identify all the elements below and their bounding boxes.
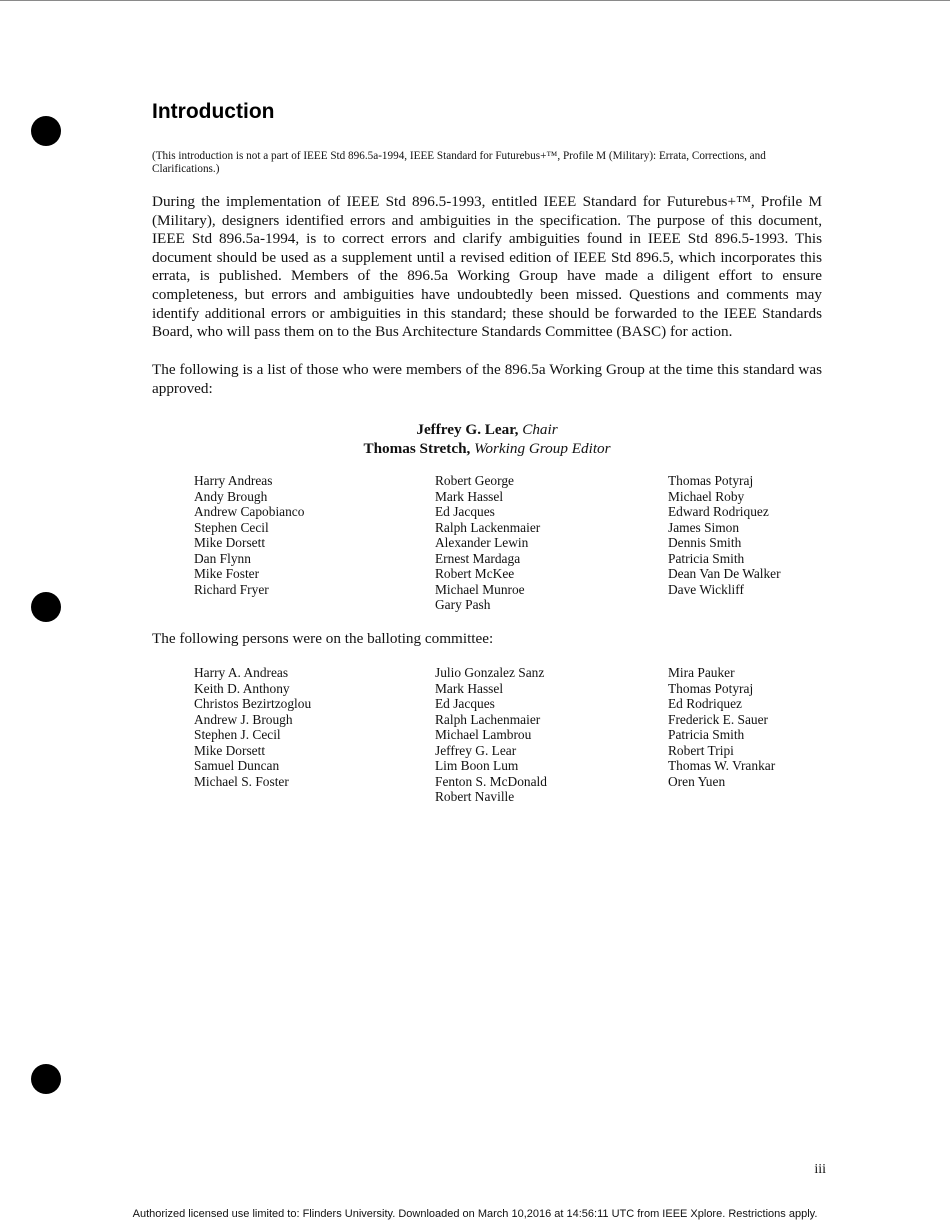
working-group-column-2	[435, 473, 665, 613]
editor-line	[152, 439, 822, 458]
member-name: Andrew Capobianco	[194, 504, 305, 519]
member-name: Robert Tripi	[668, 742, 734, 758]
member-name: Thomas W. Vrankar	[668, 758, 776, 773]
member-name: Ed Jacques	[435, 696, 495, 711]
member-name: Dave Wickliff	[668, 581, 744, 597]
member-name: Dan Flynn	[194, 550, 251, 566]
member-name: Ralph Lackenmaier	[435, 519, 541, 535]
member-name: Mike Dorsett	[194, 535, 266, 550]
member-name: Christos Bezirtzoglou	[194, 696, 312, 711]
member-name: James Simon	[668, 519, 740, 535]
member-name: Ralph Lachenmaier	[435, 711, 541, 727]
license-footer: Authorized licensed use limited to: Flinders University. Downloaded on March 10,2016 at 14:56:11 UTC from IEEE Xplore. Restrictions apply.	[132, 1208, 818, 1220]
member-name: Ed Jacques	[435, 504, 495, 519]
working-group-column-3	[668, 473, 898, 597]
officers	[152, 420, 822, 458]
member-name: Frederick E. Sauer	[668, 711, 769, 727]
member-name: Robert George	[435, 473, 514, 488]
member-name: Alexander Lewin	[435, 535, 529, 550]
member-name: Patricia Smith	[668, 550, 745, 566]
member-name: Michael Lambrou	[435, 727, 532, 742]
working-group-intro: The following is a list of those who were members of the 896.5a Working Group at the time this standard was approved:	[152, 361, 822, 397]
member-name: Patricia Smith	[668, 727, 745, 742]
chair-line	[152, 420, 822, 439]
member-name: Mike Dorsett	[194, 742, 266, 758]
member-name: Stephen J. Cecil	[194, 727, 281, 742]
member-name: Andy Brough	[194, 488, 268, 504]
page-top-border	[0, 0, 950, 1]
member-name: Michael S. Foster	[194, 773, 289, 789]
member-name: Mark Hassel	[435, 680, 504, 696]
member-name: Gary Pash	[435, 597, 491, 612]
member-name: Harry Andreas	[194, 473, 273, 488]
member-name: Mira Pauker	[668, 665, 735, 680]
member-name: Fenton S. McDonald	[435, 773, 547, 789]
member-name: Julio Gonzalez Sanz	[435, 665, 545, 680]
punch-hole	[31, 592, 61, 622]
member-name: Oren Yuen	[668, 773, 726, 789]
member-name: Jeffrey G. Lear	[435, 742, 517, 758]
member-name: Michael Roby	[668, 488, 745, 504]
page-number: iii	[814, 1162, 826, 1177]
member-name: Dennis Smith	[668, 535, 742, 550]
member-name: Robert Naville	[435, 789, 515, 804]
member-name: Keith D. Anthony	[194, 680, 290, 696]
member-name: Lim Boon Lum	[435, 758, 519, 773]
punch-hole	[31, 1064, 61, 1094]
member-name: Stephen Cecil	[194, 519, 269, 535]
page-title: Introduction	[152, 100, 275, 123]
balloting-intro: The following persons were on the balloting committee:	[152, 630, 494, 647]
member-name: Michael Munroe	[435, 581, 525, 597]
editor-role: Working Group Editor	[474, 440, 611, 457]
working-group-column-1	[194, 473, 424, 597]
balloting-column-1	[194, 665, 424, 789]
member-name: Richard Fryer	[194, 581, 269, 597]
punch-hole	[31, 116, 61, 146]
intro-note: (This introduction is not a part of IEEE Std 896.5a-1994, IEEE Standard for Futurebus+™, Profile M (Military): Errata, Corrections, and Clarifications.)	[152, 150, 766, 175]
balloting-column-3	[668, 665, 898, 789]
intro-paragraph: During the implementation of IEEE Std 896.5-1993, entitled IEEE Standard for Futurebus+™, Profile M (Military), designers identified errors and ambiguities in the specification. The purpose of this document, IEEE Std 896.5a-1994, is to correct errors and clarify ambiguities found in IEEE Std 896.5-1993. This document should be used as a supplement until a revised edition of IEEE Std 896.5, which incorporates this errata, is published. Members of the 896.5a Working Group have made a diligent effort to ensure completeness, but errors and ambiguities have undoubtedly been missed. Questions and comments may identify additional errors or ambiguities in this standard; these should be forwarded to the IEEE Standards Board, who will pass them on to the Bus Architecture Standards Committee (BASC) for action.	[152, 193, 822, 341]
member-name: Andrew J. Brough	[194, 711, 293, 727]
member-name: Ed Rodriquez	[668, 696, 743, 711]
chair-name: Jeffrey G. Lear,	[416, 421, 519, 438]
chair-role: Chair	[522, 421, 558, 438]
balloting-column-2	[435, 665, 665, 805]
member-name: Thomas Potyraj	[668, 680, 754, 696]
member-name: Robert McKee	[435, 566, 515, 581]
member-name: Dean Van De Walker	[668, 566, 781, 581]
member-name: Ernest Mardaga	[435, 550, 521, 566]
editor-name: Thomas Stretch,	[363, 440, 471, 457]
member-name: Mike Foster	[194, 566, 260, 581]
member-name: Thomas Potyraj	[668, 473, 754, 488]
member-name: Edward Rodriquez	[668, 504, 769, 519]
member-name: Harry A. Andreas	[194, 665, 289, 680]
member-name: Mark Hassel	[435, 488, 504, 504]
member-name: Samuel Duncan	[194, 758, 280, 773]
